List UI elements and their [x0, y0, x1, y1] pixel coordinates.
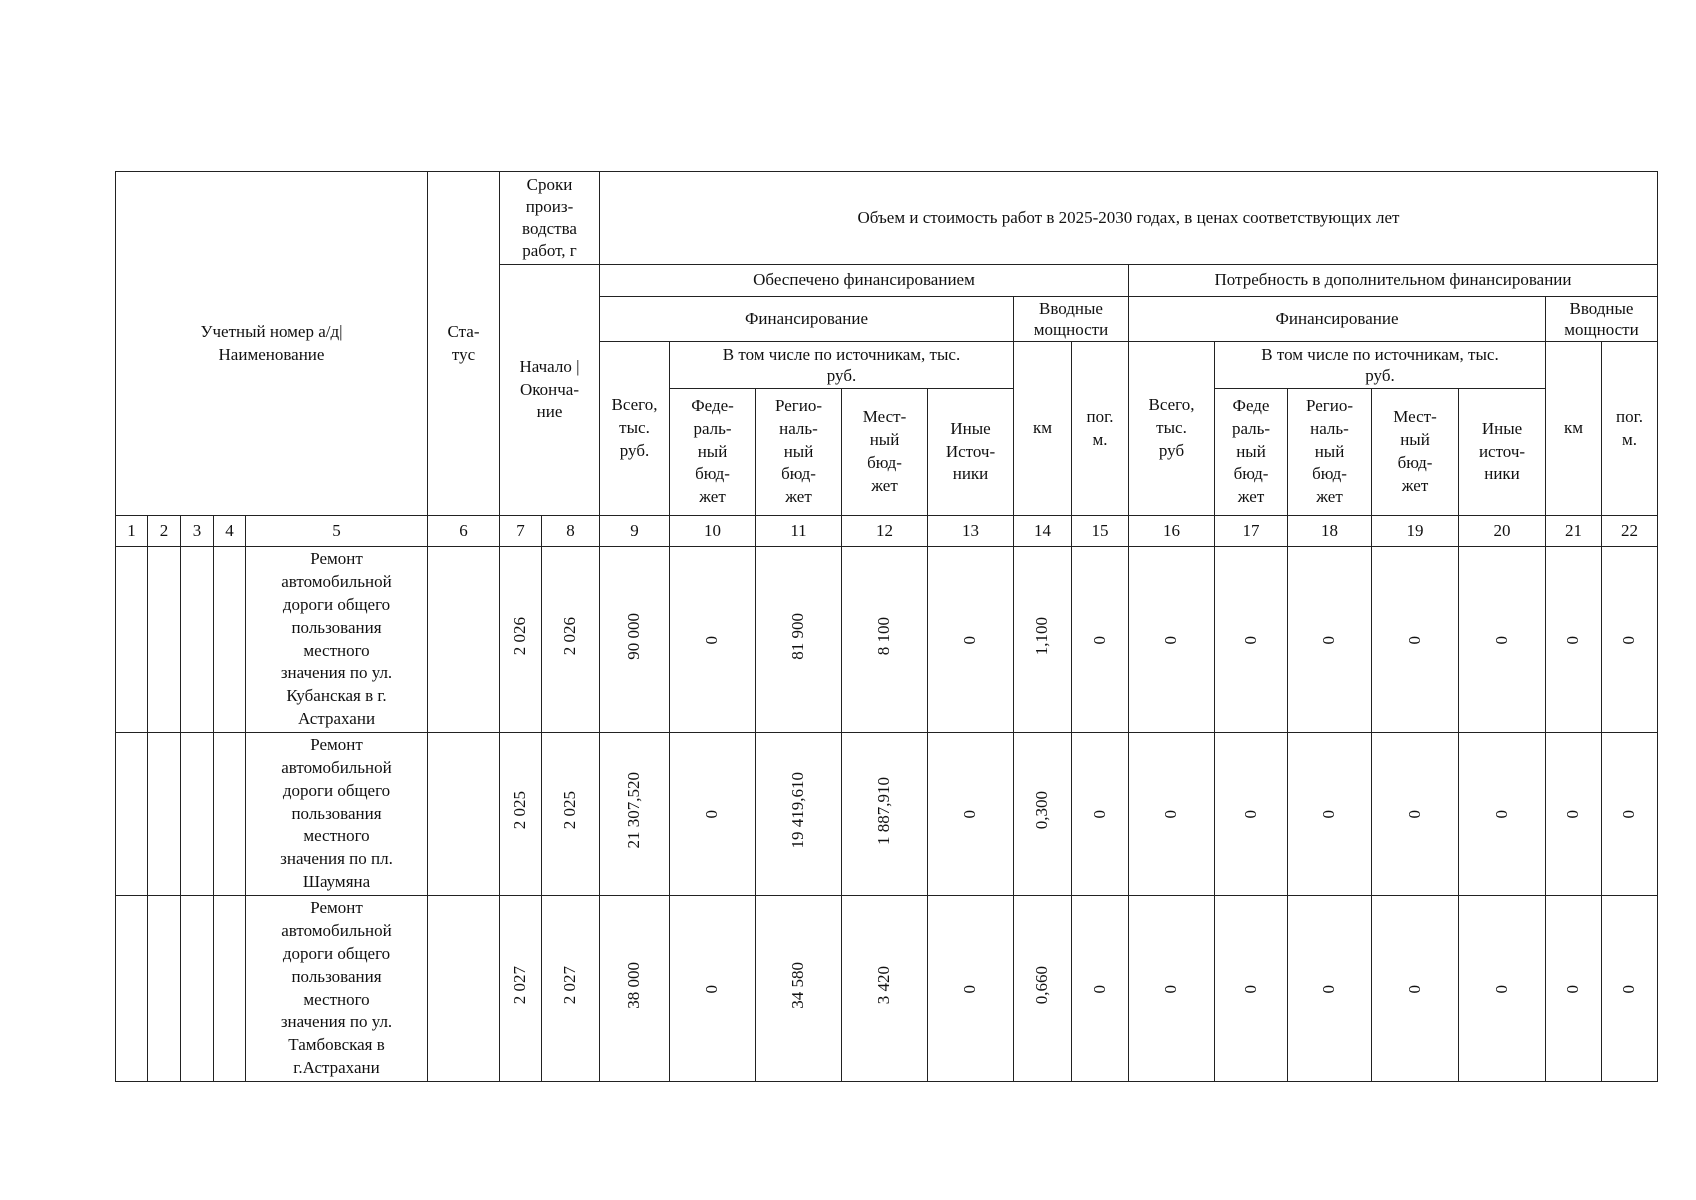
- add-other-cell: [1459, 733, 1546, 896]
- add-regional-cell: [1288, 733, 1372, 896]
- column-number: 14: [1014, 516, 1072, 547]
- empty-cell: [181, 896, 214, 1082]
- add-pm-value: 0: [1619, 635, 1639, 645]
- column-number: 10: [670, 516, 756, 547]
- end-year: 2 027: [560, 965, 580, 1005]
- federal-value: 0: [702, 810, 722, 819]
- other-value: 0: [960, 984, 980, 994]
- empty-cell: [148, 733, 181, 896]
- start-year: 2 025: [510, 791, 530, 830]
- federal-header-additional-text: Феде раль- ный бюд- жет: [1231, 395, 1271, 507]
- end-year-cell: [542, 896, 600, 1082]
- total-cell: [600, 733, 670, 896]
- add-other-value: 0: [1491, 635, 1511, 645]
- status-cell: [428, 547, 500, 733]
- add-federal-value: 0: [1240, 984, 1260, 994]
- add-local-cell: [1372, 547, 1459, 733]
- road-name: Ремонт автомобильной дороги общего пользования местного значения по пл. Шаумяна: [280, 734, 393, 892]
- local-value: 8 100: [874, 616, 894, 656]
- column-number: 12: [842, 516, 928, 547]
- total-value: 38 000: [624, 961, 644, 1009]
- empty-cell: [214, 896, 246, 1082]
- add-federal-value: 0: [1240, 810, 1260, 819]
- empty-cell: [214, 547, 246, 733]
- total-header-additional: [1129, 342, 1215, 516]
- local-header-provided-text: Мест- ный бюд- жет: [862, 407, 907, 495]
- capacity-header-additional-text: Вводные мощности: [1564, 298, 1639, 339]
- volume-cost-header: Объем и стоимость работ в 2025-2030 годах, в ценах соответствующих лет: [600, 172, 1658, 265]
- status-cell: [428, 733, 500, 896]
- federal-cell: [670, 733, 756, 896]
- empty-cell: [148, 896, 181, 1082]
- column-number: 8: [542, 516, 600, 547]
- including-header-additional-text: В том числе по источникам, тыс. руб.: [1261, 344, 1499, 385]
- empty-cell: [181, 733, 214, 896]
- terms-header: [500, 172, 600, 265]
- other-header-additional: [1459, 389, 1546, 516]
- add-federal-cell: [1215, 547, 1288, 733]
- add-other-cell: [1459, 896, 1546, 1082]
- start-year: 2 027: [510, 965, 530, 1005]
- add-regional-value: 0: [1319, 635, 1339, 645]
- km-value: 1,100: [1032, 616, 1052, 656]
- total-header-additional-text: Всего, тыс. руб: [1148, 395, 1195, 460]
- add-km-cell: [1546, 896, 1602, 1082]
- km-header-additional: км: [1546, 342, 1602, 516]
- add-federal-value: 0: [1240, 635, 1260, 645]
- local-header-additional: [1372, 389, 1459, 516]
- regional-cell: [756, 733, 842, 896]
- add-regional-cell: [1288, 547, 1372, 733]
- add-local-value: 0: [1404, 984, 1424, 994]
- local-cell: [842, 547, 928, 733]
- total-header-provided-text: Всего, тыс. руб.: [611, 395, 658, 460]
- federal-cell: [670, 896, 756, 1082]
- start-end-header-text: Начало | Оконча- ние: [519, 356, 580, 422]
- including-header-provided: [670, 342, 1014, 389]
- add-km-cell: [1546, 547, 1602, 733]
- account-name-header: [116, 172, 428, 516]
- local-header-provided: [842, 389, 928, 516]
- pm-value: 0: [1089, 984, 1109, 994]
- total-cell: [600, 896, 670, 1082]
- column-number: 7: [500, 516, 542, 547]
- regional-header-provided-text: Регио- наль- ный бюд- жет: [774, 395, 822, 507]
- add-federal-cell: [1215, 733, 1288, 896]
- status-header-text: Ста- тус: [447, 321, 480, 364]
- column-number: 18: [1288, 516, 1372, 547]
- end-year-cell: [542, 547, 600, 733]
- regional-value: 81 900: [788, 612, 808, 660]
- pm-header-provided-text: пог. м.: [1086, 406, 1114, 449]
- empty-cell: [181, 547, 214, 733]
- local-cell: [842, 896, 928, 1082]
- federal-value: 0: [702, 984, 722, 994]
- financing-header-provided: Финансирование: [600, 297, 1014, 342]
- add-pm-cell: [1602, 896, 1658, 1082]
- regional-value: 19 419,610: [788, 772, 808, 849]
- km-cell: [1014, 547, 1072, 733]
- other-cell: [928, 547, 1014, 733]
- total-cell: [600, 547, 670, 733]
- other-cell: [928, 733, 1014, 896]
- empty-cell: [148, 547, 181, 733]
- add-pm-value: 0: [1619, 984, 1639, 994]
- km-header-provided: км: [1014, 342, 1072, 516]
- federal-header-provided-text: Феде- раль- ный бюд- жет: [691, 395, 734, 507]
- column-number: 1: [116, 516, 148, 547]
- column-number: 9: [600, 516, 670, 547]
- column-number: 16: [1129, 516, 1215, 547]
- federal-cell: [670, 547, 756, 733]
- total-value: 21 307,520: [624, 772, 644, 849]
- table-row: [116, 733, 1658, 896]
- regional-cell: [756, 547, 842, 733]
- regional-header-additional-text: Регио- наль- ный бюд- жет: [1305, 395, 1353, 507]
- other-header-provided-text: Иные Источ- ники: [945, 418, 996, 484]
- capacity-header-additional: [1546, 297, 1658, 342]
- column-number: 15: [1072, 516, 1129, 547]
- provided-header: Обеспечено финансированием: [600, 265, 1129, 297]
- add-pm-value: 0: [1619, 810, 1639, 819]
- add-regional-cell: [1288, 896, 1372, 1082]
- local-header-additional-text: Мест- ный бюд- жет: [1393, 407, 1437, 495]
- column-number: 17: [1215, 516, 1288, 547]
- column-number: 2: [148, 516, 181, 547]
- add-pm-cell: [1602, 733, 1658, 896]
- status-cell: [428, 896, 500, 1082]
- other-cell: [928, 896, 1014, 1082]
- add-other-value: 0: [1491, 810, 1511, 819]
- start-year: 2 026: [510, 616, 530, 656]
- start-year-cell: [500, 896, 542, 1082]
- add-km-value: 0: [1563, 635, 1583, 645]
- add-km-value: 0: [1563, 984, 1583, 994]
- add-local-value: 0: [1404, 810, 1424, 819]
- km-cell: [1014, 733, 1072, 896]
- road-name-cell: [246, 547, 428, 733]
- empty-cell: [116, 896, 148, 1082]
- federal-header-additional: [1215, 389, 1288, 516]
- regional-value: 34 580: [788, 961, 808, 1009]
- add-regional-value: 0: [1319, 984, 1339, 994]
- column-number: 3: [181, 516, 214, 547]
- km-cell: [1014, 896, 1072, 1082]
- regional-cell: [756, 896, 842, 1082]
- regional-header-provided: [756, 389, 842, 516]
- add-km-value: 0: [1563, 810, 1583, 819]
- financing-header-additional: Финансирование: [1129, 297, 1546, 342]
- empty-cell: [116, 733, 148, 896]
- status-header: [428, 172, 500, 516]
- pm-cell: [1072, 733, 1129, 896]
- column-number: 19: [1372, 516, 1459, 547]
- column-number: 13: [928, 516, 1014, 547]
- local-cell: [842, 733, 928, 896]
- pm-header-additional: [1602, 342, 1658, 516]
- pm-cell: [1072, 896, 1129, 1082]
- road-name: Ремонт автомобильной дороги общего пользования местного значения по ул. Тамбовская в г.Астрахани: [280, 897, 393, 1078]
- road-name-cell: [246, 896, 428, 1082]
- add-other-cell: [1459, 547, 1546, 733]
- add-local-cell: [1372, 733, 1459, 896]
- add-regional-value: 0: [1319, 810, 1339, 819]
- road-name: Ремонт автомобильной дороги общего пользования местного значения по ул. Кубанская в г. Астрахани: [280, 548, 393, 729]
- additional-header: Потребность в дополнительном финансировании: [1129, 265, 1658, 297]
- regional-header-additional: [1288, 389, 1372, 516]
- add-other-value: 0: [1491, 984, 1511, 994]
- add-local-cell: [1372, 896, 1459, 1082]
- local-value: 1 887,910: [874, 776, 894, 845]
- total-value: 90 000: [624, 612, 644, 660]
- works-table: [115, 171, 1658, 1082]
- empty-cell: [116, 547, 148, 733]
- start-year-cell: [500, 547, 542, 733]
- end-year: 2 026: [560, 616, 580, 656]
- column-number: 21: [1546, 516, 1602, 547]
- federal-header-provided: [670, 389, 756, 516]
- end-year: 2 025: [560, 791, 580, 830]
- add-pm-cell: [1602, 547, 1658, 733]
- other-value: 0: [960, 635, 980, 645]
- column-number: 6: [428, 516, 500, 547]
- including-header-additional: [1215, 342, 1546, 389]
- add-total-cell: [1129, 733, 1215, 896]
- column-number: 11: [756, 516, 842, 547]
- capacity-header-provided: [1014, 297, 1129, 342]
- add-total-value: 0: [1161, 984, 1181, 994]
- add-km-cell: [1546, 733, 1602, 896]
- add-total-value: 0: [1161, 635, 1181, 645]
- table-row: [116, 547, 1658, 733]
- add-total-value: 0: [1161, 810, 1181, 819]
- column-number: 22: [1602, 516, 1658, 547]
- km-value: 0,300: [1032, 791, 1052, 830]
- road-name-cell: [246, 733, 428, 896]
- add-total-cell: [1129, 896, 1215, 1082]
- pm-cell: [1072, 547, 1129, 733]
- start-end-header: [500, 265, 600, 516]
- column-number-row: [116, 516, 1658, 547]
- federal-value: 0: [702, 635, 722, 645]
- other-header-additional-text: Иные источ- ники: [1478, 418, 1526, 484]
- add-total-cell: [1129, 547, 1215, 733]
- start-year-cell: [500, 733, 542, 896]
- other-value: 0: [960, 810, 980, 819]
- pm-header-provided: [1072, 342, 1129, 516]
- end-year-cell: [542, 733, 600, 896]
- other-header-provided: [928, 389, 1014, 516]
- km-value: 0,660: [1032, 965, 1052, 1005]
- add-federal-cell: [1215, 896, 1288, 1082]
- pm-value: 0: [1089, 810, 1109, 819]
- account-name-header-text: Учетный номер а/д| Наименование: [200, 321, 343, 364]
- column-number: 5: [246, 516, 428, 547]
- pm-value: 0: [1089, 635, 1109, 645]
- terms-header-text: Сроки произ- водства работ, г: [522, 174, 577, 261]
- including-header-provided-text: В том числе по источникам, тыс. руб.: [722, 344, 961, 385]
- column-number: 4: [214, 516, 246, 547]
- column-number: 20: [1459, 516, 1546, 547]
- pm-header-additional-text: пог. м.: [1616, 406, 1643, 449]
- empty-cell: [214, 733, 246, 896]
- local-value: 3 420: [874, 965, 894, 1005]
- add-local-value: 0: [1404, 635, 1424, 645]
- table-row: [116, 896, 1658, 1082]
- total-header-provided: [600, 342, 670, 516]
- capacity-header-provided-text: Вводные мощности: [1033, 298, 1109, 339]
